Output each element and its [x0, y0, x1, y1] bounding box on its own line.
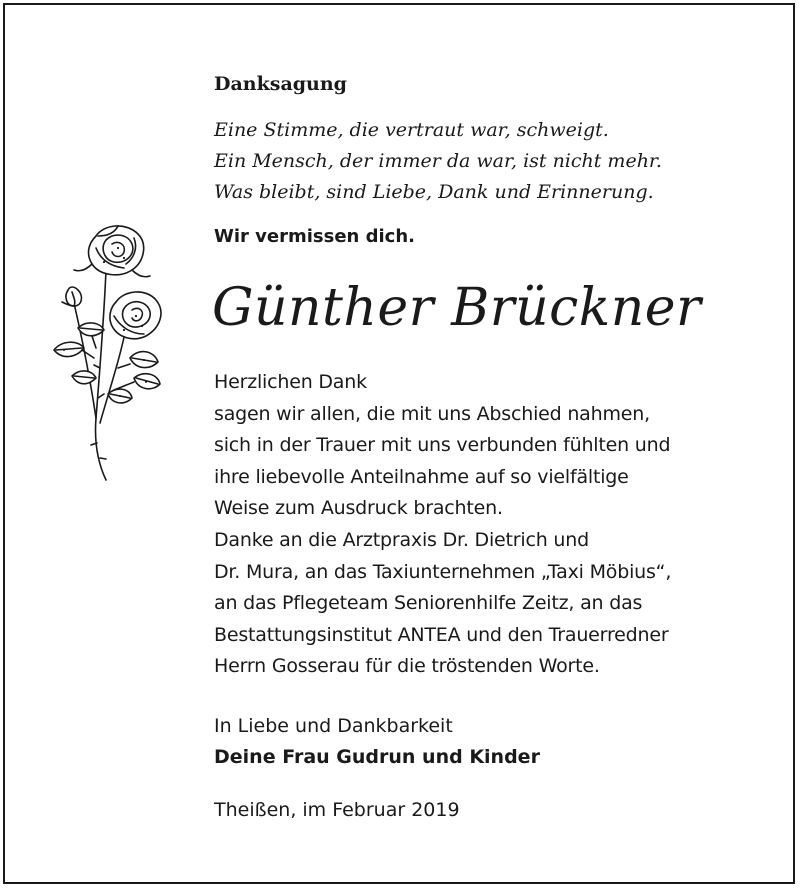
thanks-line: sagen wir allen, die mit uns Abschied nahmen, [214, 402, 650, 425]
deceased-name: Günther Brückner [212, 278, 702, 338]
poem [214, 115, 662, 208]
thanks-line: ihre liebevolle Anteilnahme auf so vielfältige [214, 465, 629, 488]
thanks-line: Herzlichen Dank [214, 371, 367, 393]
thanks-line: an das Pflegeteam Seniorenhilfe Zeitz, an das [214, 592, 643, 615]
place-date: Theißen, im Februar 2019 [214, 799, 460, 821]
poem-line: Was bleibt, sind Liebe, Dank und Erinnerung. [214, 181, 654, 203]
notice-heading: Danksagung [214, 73, 347, 95]
thanks-line: Herrn Gosserau für die tröstenden Worte. [214, 655, 600, 678]
rose-illustration [34, 218, 174, 490]
closing-block [214, 711, 540, 773]
thanks-line: Dr. Mura, an das Taxiunternehmen „Taxi Möbius“, [214, 560, 672, 583]
closing-line: In Liebe und Dankbarkeit [214, 715, 453, 737]
thanks-line: Weise zum Ausdruck brachten. [214, 497, 503, 520]
thanks-text [214, 367, 671, 683]
poem-line: Eine Stimme, die vertraut war, schweigt. [214, 119, 609, 141]
poem-line: Ein Mensch, der immer da war, ist nicht mehr. [214, 150, 662, 172]
miss-line: Wir vermissen dich. [214, 226, 416, 247]
signature: Deine Frau Gudrun und Kinder [214, 746, 540, 768]
thanks-line: Danke an die Arztpraxis Dr. Dietrich und [214, 528, 589, 551]
thanks-line: sich in der Trauer mit uns verbunden fühlten und [214, 434, 671, 457]
thanks-line: Bestattungsinstitut ANTEA und den Trauerredner [214, 623, 669, 646]
